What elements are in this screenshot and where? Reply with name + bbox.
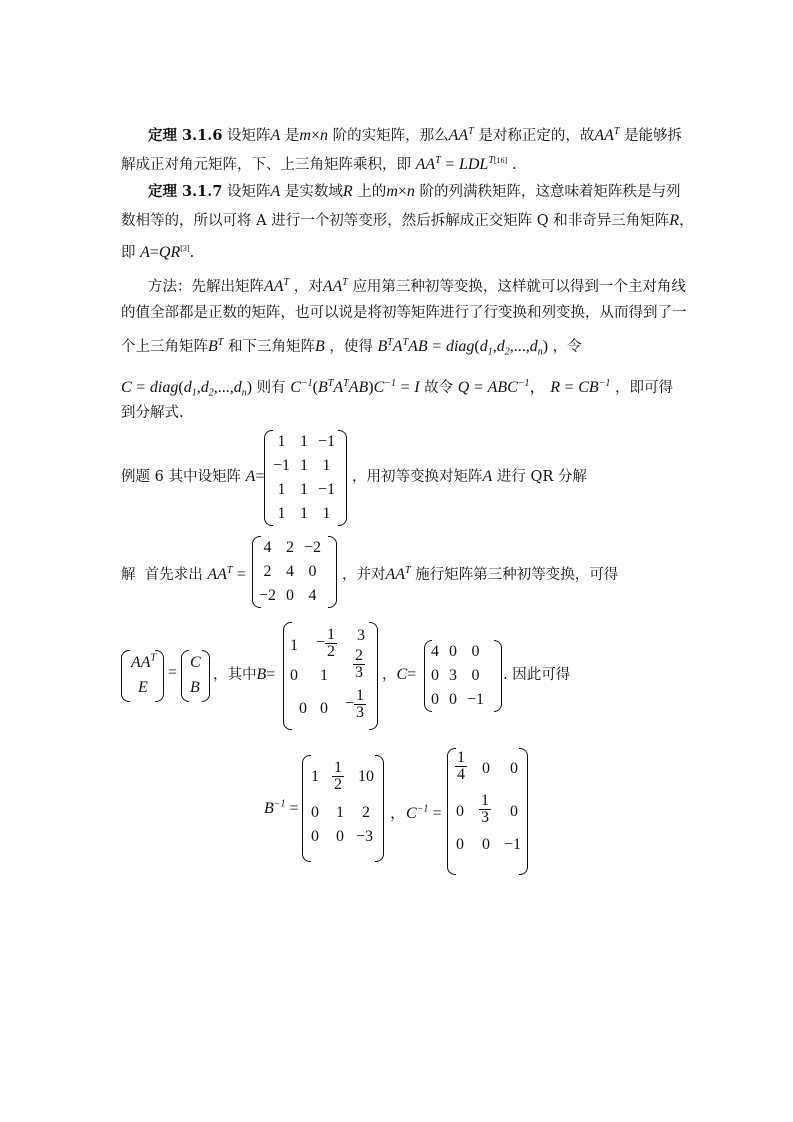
citation: [16] (493, 156, 508, 165)
matrix-cell: 1 (290, 637, 298, 654)
text: 则有 (256, 379, 286, 396)
matrix-cell: 0 (311, 828, 319, 845)
matrix-cell: 0 (431, 667, 439, 684)
citation: [3] (180, 244, 190, 253)
matrix-cell: −1 (273, 457, 291, 474)
matrix-right-paren (494, 640, 502, 712)
matrix-cell: −3 (356, 828, 374, 845)
block-aat: $AA^T$ (131, 652, 157, 671)
matrix-cell: 0 (290, 667, 298, 684)
text: ，用初等变换对矩阵 (352, 469, 483, 485)
text: ，使得 (329, 338, 373, 355)
matrix-cell: −2 (259, 587, 277, 604)
matrix-cell: 0 (456, 803, 464, 820)
method-line-4: $C = diag(d_1,d_2,...,d_n)$ 则有 $C^{-1}(B^TA^TAB)C^{-1} = I$ 故令 $Q = ABC^{-1}$， $R = CB^{-1}$ ，即可得 (121, 378, 674, 399)
matrix-right-paren (338, 430, 347, 526)
text: 进行 QR 分解 (496, 469, 587, 485)
matrix-cell: 2 (362, 804, 370, 821)
text: 设矩阵 (227, 127, 271, 144)
matrix-cell: 0 (299, 700, 307, 717)
block-e: E (138, 679, 148, 696)
b-inverse-label: $B^{-1}$ = (264, 798, 299, 817)
block-c: C (190, 654, 201, 671)
equals: = (168, 664, 178, 681)
matrix-cell: 0 (449, 643, 457, 660)
matrix-cell: 2 (263, 563, 272, 580)
matrix-cell: 0 (482, 836, 490, 853)
text: ，并对 (342, 566, 386, 583)
matrix-cell: 2 (286, 539, 295, 556)
method-line-2 (121, 303, 687, 323)
matrix-cell: 3 (449, 667, 457, 684)
matrix-cell: 1 (322, 457, 331, 474)
method-line-3: 个上三角矩阵$B^T$ 和下三角矩阵B ，使得 $B^TA^TAB$ = $diag(d_1,d_2,...,d_n)$ ，令 (121, 337, 582, 358)
matrix-cell-frac: − $\frac{1}{2}$ (316, 626, 336, 660)
where-c-label: ，C= (382, 666, 417, 683)
block-b: B (190, 679, 200, 696)
solution-label: 解 (121, 566, 136, 583)
text: ，对 (293, 278, 323, 295)
text: 阶的列满秩矩阵，这意味着矩阵秩是与列 (419, 184, 681, 200)
block-left-paren (121, 650, 130, 702)
text: 设矩阵 (227, 184, 271, 200)
matrix-cell: 3 (357, 627, 365, 644)
matrix-cell: 0 (471, 667, 480, 684)
matrix-cell: 1 (300, 505, 309, 522)
solution-line: 解 首先求出 $AA^T$ = (121, 565, 247, 583)
matrix-right-paren (328, 536, 337, 608)
matrix-cell: 1 (277, 505, 286, 522)
matrix-cell: 4 (431, 643, 439, 660)
therefore-text (503, 665, 570, 685)
text: 是 (284, 127, 300, 144)
matrix-cell: 0 (482, 760, 490, 777)
solution-tail: ，并对$AA^T$ 施行矩阵第三种初等变换，可得 (342, 565, 619, 583)
theorem-3-1-6-label: 定理 3.1.6 (148, 126, 223, 144)
text: 是对称正定的，故 (478, 127, 595, 144)
text: ，令 (552, 338, 582, 355)
matrix-cell: 4 (286, 563, 295, 580)
matrix-cell: 0 (320, 700, 328, 717)
matrix-c (426, 640, 489, 712)
matrix-cell-frac: $\frac{2}{3}$ (355, 647, 363, 681)
matrix-cell: −1 (318, 433, 336, 450)
matrix-left-paren (302, 755, 311, 862)
theorem-3-1-6-line-1: 定理 3.1.6 设矩阵A 是m×n 阶的实矩阵，那么$AA^T$ 是对称正定的，故$AA^T$ 是能够拆 (148, 126, 683, 144)
text: 即 (121, 244, 136, 261)
matrix-cell: 1 (277, 433, 286, 450)
text: ，即可得 (615, 379, 674, 396)
matrix-cell: 0 (456, 836, 464, 853)
matrix-cell: −1 (318, 481, 336, 498)
theorem-3-1-7-line-1: 定理 3.1.7 设矩阵A 是实数域R 上的m×n 阶的列满秩矩阵，这意味着矩阵秩是与列 (148, 183, 681, 200)
block-right-paren (202, 650, 210, 702)
matrix-cell: 0 (431, 691, 439, 708)
example-6-line: 例题 6 其中设矩阵 A= (121, 468, 265, 485)
matrix-right-paren (369, 622, 378, 730)
text: 首先求出 (144, 566, 203, 583)
theorem-3-1-7-label: 定理 3.1.7 (148, 183, 223, 200)
block-right-paren (155, 650, 164, 702)
matrix-cell: 0 (510, 803, 518, 820)
theorem-3-1-6-line-2: 解成正对角元矩阵，下、上三角矩阵乘积，即 $AA^T = LDL^{T[16]}$ . (121, 155, 517, 173)
matrix-cell: 1 (322, 505, 331, 522)
matrix-cell: 1 (311, 768, 319, 785)
text: 阶的实矩阵，那么 (332, 127, 449, 144)
matrix-cell: −1 (504, 836, 522, 853)
matrix-right-paren (375, 755, 384, 862)
example-label: 例题 6 (121, 469, 164, 485)
matrix-a (268, 430, 340, 526)
text: 解成正对角元矩阵，下、上三角矩阵乘积，即 (121, 156, 411, 173)
matrix-cell: 10 (358, 768, 374, 785)
method-line-5 (121, 403, 184, 423)
matrix-cell: −1 (467, 691, 485, 708)
matrix-cell: 0 (510, 760, 518, 777)
matrix-cell: 4 (308, 587, 317, 604)
matrix-cell: 1 (336, 804, 344, 821)
text: ，其中 (213, 667, 257, 683)
matrix-cell: 0 (308, 563, 317, 580)
text: 的值全部都是正数的矩阵，也可以说是将初等矩阵进行了行变换和列变换，从而得到了一 (121, 305, 687, 321)
text: 数相等的，所以可将 A 进行一个初等变形，然后拆解成正交矩阵 Q 和非奇异三角矩阵 (121, 213, 670, 229)
text: 和下三角矩阵 (227, 338, 315, 355)
theorem-3-1-7-line-2: 数相等的，所以可将 A 进行一个初等变形，然后拆解成正交矩阵 Q 和非奇异三角矩阵R， (121, 212, 694, 229)
matrix-cell: 4 (263, 539, 272, 556)
matrix-right-paren (519, 748, 528, 875)
matrix-cell: 1 (300, 481, 309, 498)
text: 应用第三种初等变换，这样就可以得到一个主对角线 (352, 278, 686, 295)
text: 是能够拆 (624, 127, 683, 144)
matrix-cell-frac: − $\frac{1}{3}$ (345, 687, 365, 721)
matrix-cell: 0 (311, 804, 319, 821)
method-line-1: 方法：先解出矩阵$AA^T$ ，对$AA^T$ 应用第三种初等变换，这样就可以得到一个主对角线 (148, 277, 686, 295)
text: 故令 (424, 379, 454, 396)
text: 其中设矩阵 (168, 469, 241, 485)
example-6-tail: ，用初等变换对矩阵A 进行 QR 分解 (352, 468, 587, 485)
matrix-cell: 1 (277, 481, 286, 498)
matrix-cell: 0 (336, 828, 344, 845)
c-inverse-label: ，$C^{-1}$ = (390, 803, 442, 822)
text: 到分解式. (121, 405, 184, 421)
where-b-label: ，其中B= (213, 666, 276, 683)
matrix-cell-frac: $\frac{1}{3}$ (481, 792, 489, 826)
block-left-paren (181, 650, 189, 702)
matrix-cell: −2 (304, 539, 322, 556)
matrix-cell: 1 (300, 457, 309, 474)
matrix-cell: 0 (471, 643, 480, 660)
matrix-cell: 0 (449, 691, 457, 708)
matrix-cell: 0 (286, 587, 295, 604)
text: 是实数域 (284, 184, 343, 200)
text: 上的 (357, 184, 387, 200)
text: 施行矩阵第三种初等变换，可得 (415, 566, 619, 583)
matrix-cell: 1 (300, 433, 309, 450)
matrix-aat (254, 536, 326, 608)
text: 方法：先解出矩阵 (148, 278, 264, 295)
matrix-cell-frac: $\frac{1}{2}$ (334, 759, 342, 793)
theorem-3-1-7-line-3: 即 A=QR[3]. (121, 243, 195, 261)
text: 个上三角矩阵 (121, 338, 208, 355)
matrix-cell-frac: $\frac{1}{4}$ (457, 749, 465, 783)
matrix-cell: 1 (320, 667, 328, 684)
text: . 因此可得 (503, 667, 571, 683)
